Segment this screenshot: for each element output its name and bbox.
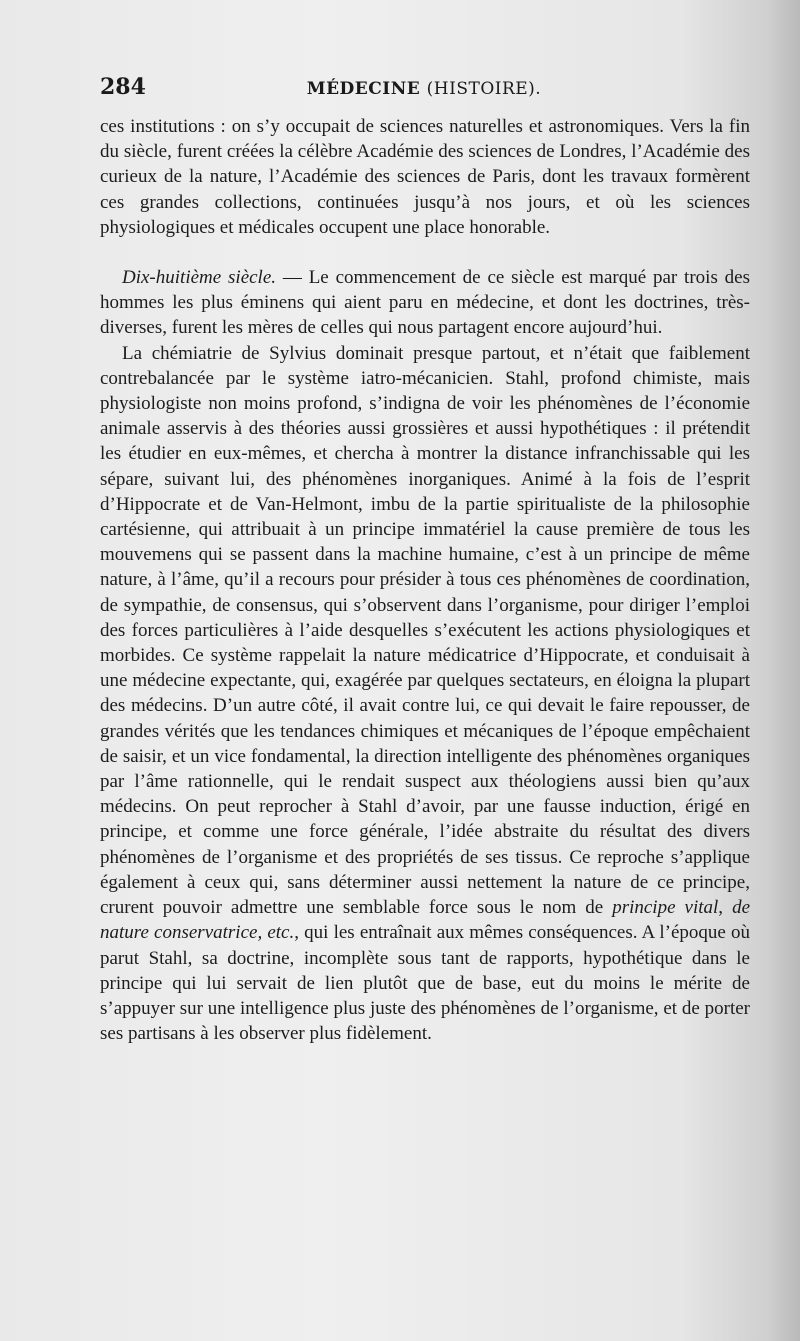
- page-number: 284: [100, 74, 146, 100]
- running-head-title: MÉDECINE: [306, 79, 421, 99]
- running-head-subtitle: (HISTOIRE).: [426, 79, 542, 99]
- section-text: — Le commencement de ce siècle est marqué par trois des hommes les plus éminens qui aient paru en médecine, et dont les doctrines, très-diverses, furent les mères de celles qui nous partagent encore aujourd’hui.: [100, 267, 750, 339]
- section-label: Dix-huitième siècle.: [122, 267, 277, 289]
- paragraph-dix-huitieme-siecle: [100, 265, 750, 341]
- paragraph-institutions: ces institutions : on s’y occupait de sciences naturelles et astronomiques. Vers la fin du siècle, furent créées la célèbre Académie des sciences de Londres, l’Académie des curieux de la nature, l’Académie des sciences de Paris, dont les travaux formèrent ces grandes collections, continuées jusqu’à nos jours, et où les sciences physiologiques et médicales occupent une place honorable.: [100, 116, 750, 238]
- body-text: [100, 114, 750, 1046]
- term-principe-vital: principe vital: [612, 897, 719, 919]
- paragraph-stahl: [100, 341, 750, 1047]
- stahl-text-start: La chémiatrie de Sylvius dominait presque partout, et n’était que faiblement contrebalancée par le système iatro-mécanicien. Stahl, profond chimiste, mais physiologiste non moins profond, s’indigna de voir les phénomènes de l’économie animale asservis à des théories aussi grossières et aussi hypothétiques : il prétendit les étudier en eux-mêmes, et chercha à montrer la distance infranchissable qui les sépare, suivant lui, des phénomènes inorganiques. Animé à la fois de l’esprit d’Hippocrate et de Van-Helmont, imbu de la partie spiritualiste de la philosophie cartésienne, qui attribuait à un principe immatériel la cause première de tous les mouvemens qui se passent dans la machine humaine, c’est à un principe de même nature, à l’âme, qu’il a recours pour présider à tous ces phénomènes de coordination, de sympathie, de consensus, qui s’observent dans l’organisme, pour diriger l’emploi des forces particulières à l’aide desquelles s’exécutent les actions physiologiques et morbides. Ce système rappelait la nature médicatrice d’Hippocrate, et conduisait à une médecine expectante, qui, exagérée par quelques sectateurs, en éloigna la plupart des médecins. D’un autre côté, il avait contre lui, ce qui devait le faire repousser, de grandes vérités que les tendances chimiques et mécaniques de l’époque empêchaient de saisir, et un vice fondamental, la direction intelligente des phénomènes organiques par l’âme rationnelle, qui le rendait suspect aux théologiens aussi bien qu’aux médecins. On peut reprocher à Stahl d’avoir, par une fausse induction, érigé en principe, et comme une force générale, l’idée abstraite du résultat des divers phénomènes de l’organisme et des propriétés de ses tissus. Ce reproche s’applique également à ceux qui, sans déterminer aussi nettement la nature de ce principe, crurent pouvoir admettre une semblable force sous le nom de: [100, 342, 750, 919]
- running-head: [100, 79, 748, 99]
- stahl-text-end: , qui les entraînait aux mêmes conséquences. A l’époque où parut Stahl, sa doctrine, incomplète sous tant de rapports, hypothétique dans le principe qui lui servait de lien plutôt que de base, eut du moins le mérite de s’appuyer sur une intelligence plus juste des phénomènes de l’organisme, et de porter ses partisans à les observer plus fidèlement.: [100, 922, 750, 1045]
- term-nature-conservatrice: de nature conservatrice, etc.: [100, 897, 750, 944]
- page-header: [100, 74, 748, 106]
- stahl-text-separator: ,: [718, 897, 733, 919]
